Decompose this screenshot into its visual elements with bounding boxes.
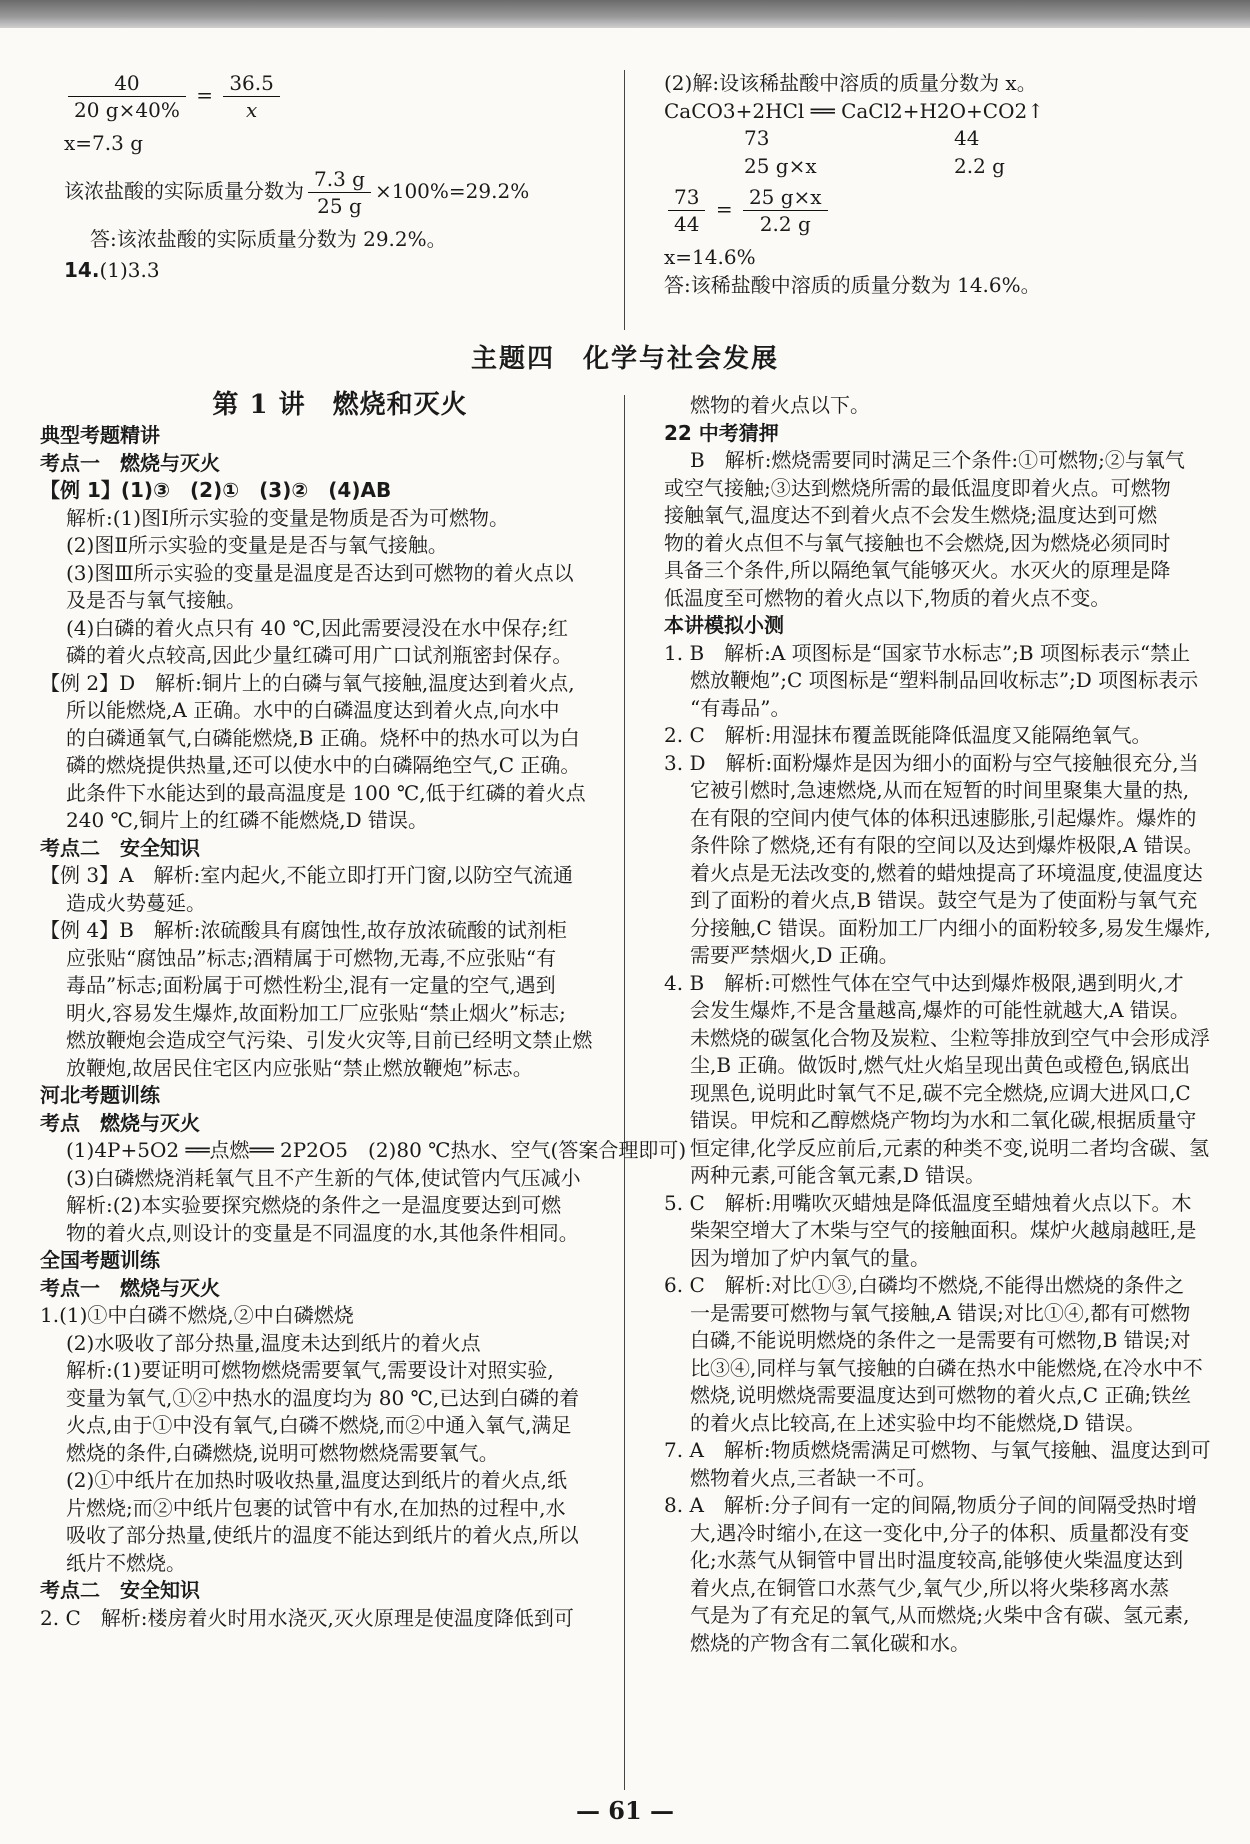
text-line: 两种元素,可能含氧元素,D 错误。 <box>690 1163 986 1187</box>
text-line: 6. C 解析:对比①③,白磷均不燃烧,不能得出燃烧的条件之 <box>664 1273 1185 1297</box>
top-edge-bar <box>0 0 1250 28</box>
text-line: 纸片不燃烧。 <box>66 1550 186 1575</box>
text-line: 需要严禁烟火,D 正确。 <box>690 943 899 967</box>
text-line: 22 中考猜押 <box>664 420 779 445</box>
text-line: 燃放鞭炮”;C 项图标是“塑料制品回收标志”;D 项图标表示 <box>690 668 1199 692</box>
text-line: 因为增加了炉内氧气的量。 <box>690 1245 930 1270</box>
text-line: 燃物着火点,三者缺一不可。 <box>690 1465 937 1490</box>
text-line: 气是为了有充足的氧气,从而燃烧;火柴中含有碳、氢元素, <box>690 1603 1190 1627</box>
text-line: 物的着火点,则设计的变量是不同温度的水,其他条件相同。 <box>66 1220 579 1245</box>
text-line: 磷的着火点较高,因此少量红磷可用广口试剂瓶密封保存。 <box>66 643 573 667</box>
text-line: 着火点是无法改变的,燃着的蜡烛提高了环境温度,使温度达 <box>690 860 1203 885</box>
text-line: 大,遇冷时缩小,在这一变化中,分子的体积、质量都没有变 <box>690 1520 1190 1545</box>
text-line: 考点一 燃烧与灭火 <box>40 1275 220 1300</box>
text-line: 典型考题精讲 <box>40 423 160 447</box>
text-line: 造成火势蔓延。 <box>66 890 206 915</box>
text-line: (1)4P+5O2 ══点燃══ 2P2O5 (2)80 ℃热水、空气(答案合理即可) <box>66 1138 687 1162</box>
reaction-equation: CaCO3+2HCl ══ CaCl2+H2O+CO2↑ <box>664 98 1044 123</box>
text-line: 一是需要可燃物与氧气接触,A 错误;对比①④,都有可燃物 <box>690 1300 1191 1325</box>
text-line: 它被引燃时,急速燃烧,从而在短暂的时间里聚集大量的热, <box>690 778 1190 802</box>
text-line: 5. C 解析:用嘴吹灭蜡烛是降低温度至蜡烛着火点以下。木 <box>664 1190 1192 1215</box>
text-line: 1.(1)①中白磷不燃烧,②中白磷燃烧 <box>40 1303 354 1327</box>
text-line: (2)图Ⅱ所示实验的变量是是否与氧气接触。 <box>66 533 448 557</box>
text-line: 燃烧的产物含有二氧化碳和水。 <box>690 1630 970 1655</box>
ratio-equation-2: $\frac{73}{44}$ = $\frac{25 g\times x}{2.2 g}$ <box>664 184 1204 244</box>
text-line: 全国考题训练 <box>40 1248 160 1272</box>
text-line: 的着火点比较高,在上述实验中均不能燃烧,D 错误。 <box>690 1410 1146 1435</box>
text-line: 接触氧气,温度达不到着火点不会发生燃烧;温度达到可燃 <box>664 503 1158 527</box>
text-line: 化;水蒸气从铜管中冒出时温度较高,能够使火柴温度达到 <box>690 1548 1184 1572</box>
answer-line-2: 答:该稀盐酸中溶质的质量分数为 14.6%。 <box>664 272 1041 297</box>
text-line: 240 ℃,铜片上的红磷不能燃烧,D 错误。 <box>66 808 429 832</box>
text-line: 河北考题训练 <box>40 1083 160 1107</box>
text-line: 燃物的着火点以下。 <box>690 393 870 417</box>
text-line: 着火点,在铜管口水蒸气少,氧气少,所以将火柴移离水蒸 <box>690 1575 1170 1600</box>
text-line: 4. B 解析:可燃性气体在空气中达到爆炸极限,遇到明火,才 <box>664 970 1184 995</box>
answer-line: 答:该浓盐酸的实际质量分数为 29.2%。 <box>90 226 447 251</box>
text-line: 毒品”标志;面粉属于可燃性粉尘,混有一定量的空气,遇到 <box>66 973 556 997</box>
text-line: (3)图Ⅲ所示实验的变量是温度是否达到可燃物的着火点以 <box>66 560 574 585</box>
top-left-block <box>64 70 604 285</box>
text-line: 的白磷通氧气,白磷能燃烧,B 正确。烧杯中的热水可以为白 <box>66 725 580 750</box>
x-result-2: x=14.6% <box>664 245 756 269</box>
text-line: 解析:(2)本实验要探究燃烧的条件之一是温度要达到可燃 <box>66 1193 562 1217</box>
text-line: 所以能燃烧,A 正确。水中的白磷温度达到着火点,向水中 <box>66 698 560 722</box>
text-line: (2)①中纸片在加热时吸收热量,温度达到纸片的着火点,纸 <box>66 1468 568 1492</box>
text-line: (2)水吸收了部分热量,温度未达到纸片的着火点 <box>66 1330 481 1355</box>
text-line: B 解析:燃烧需要同时满足三个条件:①可燃物;②与氧气 <box>690 448 1185 472</box>
text-line: 解析:(1)要证明可燃物燃烧需要氧气,需要设计对照实验, <box>66 1358 554 1382</box>
text-line: 现黑色,说明此时氧气不足,碳不完全燃烧,应调大进风口,C <box>690 1080 1191 1105</box>
text-line: 柴架空增大了木柴与空气的接触面积。煤炉火越扇越旺,是 <box>690 1218 1197 1242</box>
right-column <box>664 392 1224 1657</box>
text-line: 8. A 解析:分子间有一定的间隔,物质分子间的间隔受热时增 <box>664 1493 1197 1517</box>
ratio-equation-1: $\frac{40}{20 g\times 40\%}$ = $\frac{36.5}{x}$ <box>64 70 604 126</box>
text-line: 具备三个条件,所以隔绝氧气能够灭火。水灭火的原理是降 <box>664 558 1171 582</box>
text-line: 吸收了部分热量,使纸片的温度不能达到纸片的着火点,所以 <box>66 1523 579 1547</box>
text-line: “有毒品”。 <box>690 695 791 720</box>
text-line: 未燃烧的碳氢化合物及炭粒、尘粒等排放到空气中会形成浮 <box>690 1025 1210 1050</box>
text-line: 考点二 安全知识 <box>40 1578 200 1602</box>
text-line: 考点 燃烧与灭火 <box>40 1110 200 1135</box>
text-line: 燃放鞭炮会造成空气污染、引发火灾等,目前已经明文禁止燃 <box>66 1028 593 1052</box>
text-line: 3. D 解析:面粉爆炸是因为细小的面粉与空气接触很充分,当 <box>664 750 1199 775</box>
text-line: 应张贴“腐蚀品”标志;酒精属于可燃物,无毒,不应张贴“有 <box>66 945 557 970</box>
left-column <box>40 422 687 1632</box>
text-line: 火点,由于①中没有氧气,白磷不燃烧,而②中通入氧气,满足 <box>66 1413 572 1437</box>
x-result: x=7.3 g <box>64 131 144 155</box>
text-line: 【例 2】D 解析:铜片上的白磷与氧气接触,温度达到着火点, <box>40 670 575 695</box>
text-line: 在有限的空间内使气体的体积迅速膨胀,引起爆炸。爆炸的 <box>690 805 1197 830</box>
text-line: 白磷,不能说明燃烧的条件之一是需要有可燃物,B 错误;对 <box>690 1328 1191 1352</box>
text-line: 2. C 解析:楼房着火时用水浇灭,灭火原理是使温度降低到可 <box>40 1605 574 1630</box>
text-line: 【例 4】B 解析:浓硫酸具有腐蚀性,故存放浓硫酸的试剂柜 <box>40 918 567 942</box>
text-line: 低温度至可燃物的着火点以下,物质的着火点不变。 <box>664 585 1111 610</box>
text-line: 考点一 燃烧与灭火 <box>40 450 220 475</box>
column-divider-top <box>624 70 625 330</box>
page-number: — 61 — <box>575 1796 675 1825</box>
text-line: 此条件下水能达到的最高温度是 100 ℃,低于红磷的着火点 <box>66 780 586 805</box>
text-line: 燃烧的条件,白磷燃烧,说明可燃物燃烧需要氧气。 <box>66 1440 499 1465</box>
text-line: 到了面粉的着火点,B 错误。鼓空气是为了使面粉与氧气充 <box>690 888 1198 912</box>
text-line: 本讲模拟小测 <box>664 613 784 637</box>
top-right-block <box>664 70 1204 299</box>
text-line: 物的着火点但不与氧气接触也不会燃烧,因为燃烧必须同时 <box>664 530 1171 555</box>
text-line: 错误。甲烷和乙醇燃烧产物均为水和二氧化碳,根据质量守 <box>690 1108 1197 1132</box>
concentration-line: 该浓盐酸的实际质量分数为 $\frac{7.3 g}{25 g}$ ×100%=29.2% <box>64 166 530 218</box>
text-line: 变量为氧气,①②中热水的温度均为 80 ℃,已达到白磷的着 <box>66 1385 580 1410</box>
text-line: 及是否与氧气接触。 <box>66 588 246 612</box>
lecture-title: 第 1 讲 燃烧和灭火 <box>212 390 468 420</box>
text-line: 明火,容易发生爆炸,故面粉加工厂应张贴“禁止烟火”标志; <box>66 1000 566 1025</box>
solution-intro: (2)解:设该稀盐酸中溶质的质量分数为 x。 <box>664 71 1037 95</box>
text-line: 放鞭炮,故居民住宅区内应张贴“禁止燃放鞭炮”标志。 <box>66 1055 533 1080</box>
text-line: 比③④,同样与氧气接触的白磷在热水中能燃烧,在冷水中不 <box>690 1355 1203 1380</box>
column-divider-main <box>624 395 625 1790</box>
text-line: 会发生爆炸,不是含量越高,爆炸的可能性就越大,A 错误。 <box>690 998 1190 1022</box>
text-line: 或空气接触;③达到燃烧所需的最低温度即着火点。可燃物 <box>664 475 1171 500</box>
text-line: 恒定律,化学反应前后,元素的种类不变,说明二者均含碳、氢 <box>690 1135 1210 1160</box>
molar-mass-row: 73 44 <box>744 126 980 150</box>
text-line: 尘,B 正确。做饭时,燃气灶火焰呈现出黄色或橙色,锅底出 <box>690 1053 1191 1077</box>
text-line: 条件除了燃烧,还有有限的空间以及达到爆炸极限,A 错误。 <box>690 833 1204 857</box>
text-line: (4)白磷的着火点只有 40 ℃,因此需要浸没在水中保存;红 <box>66 615 568 640</box>
text-line: 【例 3】A 解析:室内起火,不能立即打开门窗,以防空气流通 <box>40 863 573 887</box>
text-line: 【例 1】(1)③ (2)① (3)② (4)AB <box>40 478 392 502</box>
question-14: 14.(1)3.3 <box>64 258 160 282</box>
text-line: 解析:(1)图Ⅰ所示实验的变量是物质是否为可燃物。 <box>66 505 509 530</box>
text-line: (3)白磷燃烧消耗氧气且不产生新的气体,使试管内气压减小 <box>66 1165 581 1190</box>
text-line: 1. B 解析:A 项图标是“国家节水标志”;B 项图标表示“禁止 <box>664 640 1191 665</box>
text-line: 2. C 解析:用湿抹布覆盖既能降低温度又能隔绝氧气。 <box>664 723 1152 747</box>
text-line: 7. A 解析:物质燃烧需满足可燃物、与氧气接触、温度达到可 <box>664 1438 1211 1462</box>
text-line: 片燃烧;而②中纸片包裹的试管中有水,在加热的过程中,水 <box>66 1495 566 1520</box>
text-line: 考点二 安全知识 <box>40 835 200 860</box>
theme-title: 主题四 化学与社会发展 <box>470 344 779 374</box>
text-line: 磷的燃烧提供热量,还可以使水中的白磷隔绝空气,C 正确。 <box>66 753 581 777</box>
text-line: 分接触,C 错误。面粉加工厂内细小的面粉较多,易发生爆炸, <box>690 915 1211 940</box>
value-row: 25 g×x 2.2 g <box>744 153 1005 178</box>
text-line: 燃烧,说明燃烧需要温度达到可燃物的着火点,C 正确;铁丝 <box>690 1383 1192 1407</box>
